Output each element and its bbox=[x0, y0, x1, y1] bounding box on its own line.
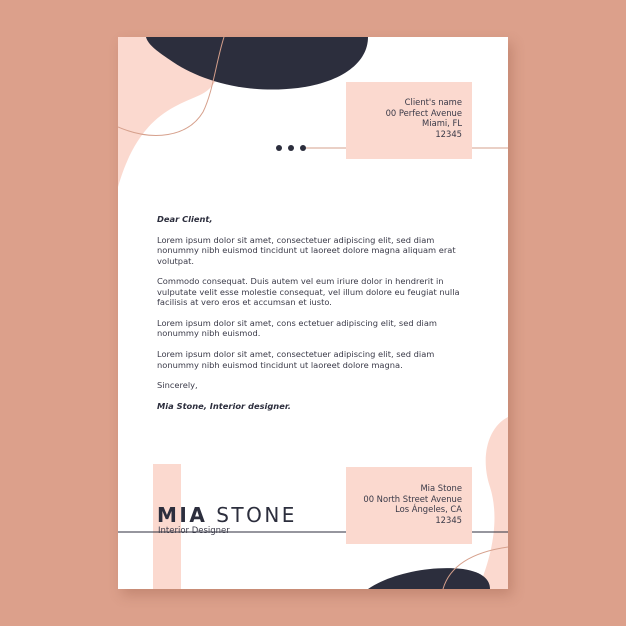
client-name: Client's name bbox=[404, 97, 462, 107]
client-address-block bbox=[346, 82, 472, 159]
letter-paragraph: Lorem ipsum dolor sit amet, cons ectetuer adipiscing elit, sed diam nonummy nibh euismod. bbox=[157, 318, 438, 339]
dot-icon bbox=[300, 145, 306, 151]
sender-first-name: MIA bbox=[157, 503, 208, 527]
dot-icon bbox=[276, 145, 282, 151]
letter-body bbox=[157, 214, 473, 422]
sender-last-name: STONE bbox=[216, 503, 297, 527]
client-city: Miami, FL bbox=[422, 118, 462, 129]
client-street: 00 Perfect Avenue bbox=[385, 107, 462, 118]
dot-icon bbox=[288, 145, 294, 151]
sender-name-heading bbox=[157, 503, 297, 527]
letter-greeting: Dear Client, bbox=[157, 214, 213, 224]
client-zip: 12345 bbox=[435, 128, 462, 139]
sender-city: Los Ángeles, CA bbox=[395, 504, 462, 515]
bottom-navy-blob bbox=[368, 568, 490, 589]
right-blush-blob bbox=[478, 417, 508, 589]
sender-address-name: Mia Stone bbox=[420, 483, 462, 493]
letter-signature: Mia Stone, Interior designer. bbox=[157, 401, 291, 412]
letter-paragraph: Commodo consequat. Duis autem vel eum iriure dolor in hendrerit in vulputate velit esse molestie consequat, vel illum dolore eu feugiat nulla facilisis at vero eros et accumsan et iusto. bbox=[157, 276, 460, 308]
sender-zip: 12345 bbox=[435, 514, 462, 525]
letter-paragraph: Lorem ipsum dolor sit amet, consectetuer adipiscing elit, sed diam nonummy nibh euismod tincidunt ut laoreet dolore magna. bbox=[157, 349, 435, 370]
three-dots-ornament bbox=[276, 145, 316, 153]
letter-paragraph: Lorem ipsum dolor sit amet, consectetuer adipiscing elit, sed diam nonummy nibh euismod tincidunt ut laoreet dolore magna aliquam erat volutpat. bbox=[157, 234, 456, 266]
letter-closing: Sincerely, bbox=[157, 380, 198, 391]
sender-street: 00 North Street Avenue bbox=[363, 493, 462, 504]
sender-address-block bbox=[346, 467, 472, 544]
sender-role: Interior Designer bbox=[158, 526, 230, 536]
letterhead-page bbox=[118, 37, 508, 589]
